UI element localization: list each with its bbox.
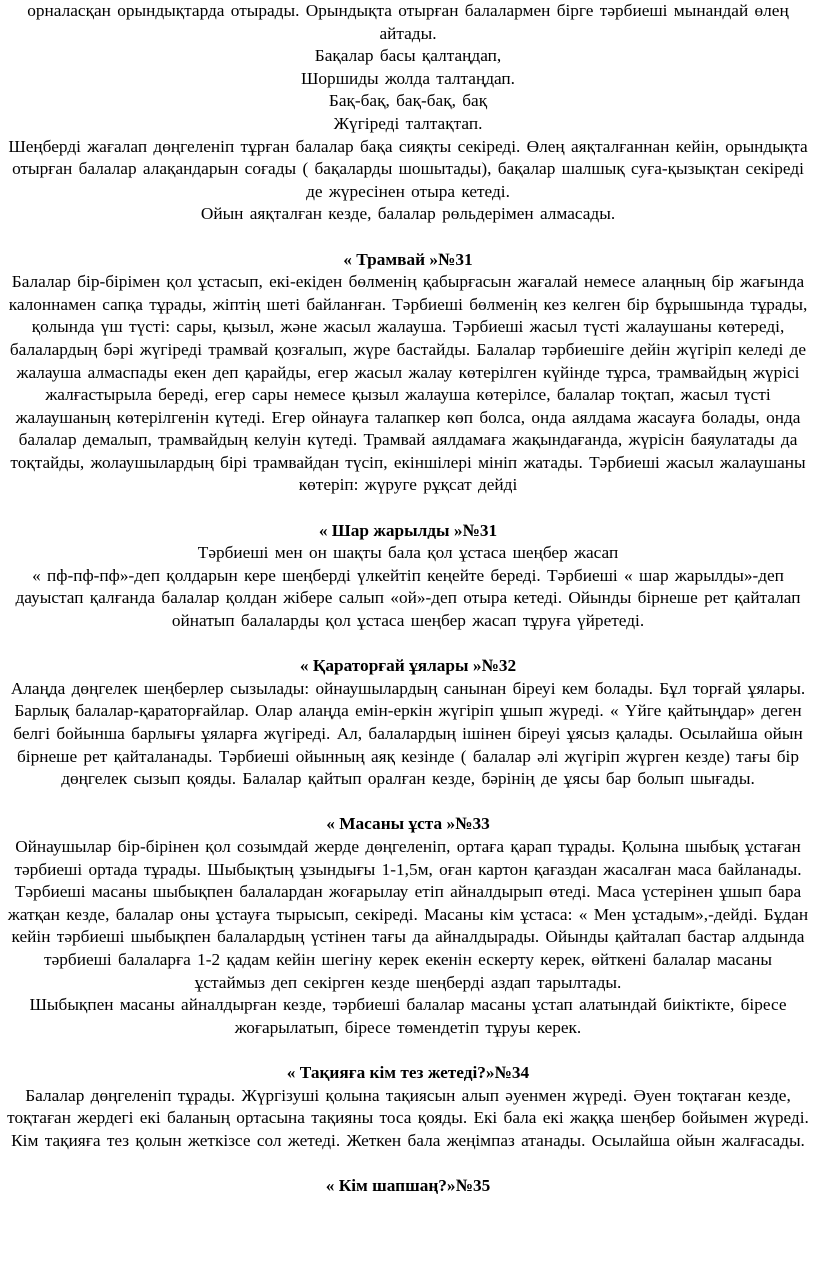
- paragraph: орналасқан орындықтарда отырады. Орындықта отырған балалармен бірге тәрбиеші мынандай өлең айтады.: [27, 1, 789, 43]
- paragraph: « пф-пф-пф»-деп қолдарын кере шеңберді үлкейтіп кеңейте береді. Тәрбиеші « шар жарылды»-деп дауыстап қалғанда балалар қолдан жібере салып «ой»-деп отыра кетеді. Ойынды бірнеше рет қайталап ойнатып балаларды қол ұстаса шеңбер жасап тұруға үйретеді.: [15, 565, 801, 631]
- paragraph: Шыбықпен масаны айналдырған кезде, тәрбиеші балалар масаны ұстап алатындай биіктікте, біресе жоғарылатып, біресе төмендетіп тұруы керек.: [29, 995, 787, 1037]
- blank-line: [0, 791, 816, 814]
- blank-line: [0, 226, 816, 249]
- game-heading: « Шар жарылды »№31: [318, 520, 498, 540]
- paragraph: Бақалар басы қалтаңдап,: [314, 46, 502, 66]
- paragraph: Бақ-бақ, бақ-бақ, бақ: [328, 91, 488, 111]
- game-heading: « Тақияға кім тез жетеді?»№34: [286, 1062, 530, 1082]
- blank-line: [0, 497, 816, 520]
- game-heading: « Масаны ұста »№33: [326, 814, 490, 834]
- paragraph: Шеңберді жағалап дөңгеленіп тұрған балалар бақа сияқты секіреді. Өлең аяқталғаннан кейін, орындықта отырған балалар алақандарын соғады ( бақаларды шошытады), бақалар шалшық суға-қызықтан секіреді де жүресінен отыра кетеді.: [8, 136, 808, 201]
- paragraph: Ойын аяқталған кезде, балалар рөльдерімен алмасады.: [200, 204, 616, 224]
- paragraph: Балалар дөңгеленіп тұрады. Жүргізуші қолына тақиясын алып әуенмен жүреді. Әуен тоқтаған кезде, тоқтаған жердегі екі баланың ортасына тақияны тоса қояды. Екі бала екі жаққа шеңбер бойымен жүреді. Кім тақияға тез қолын жеткізсе сол жетеді. Жеткен бала жеңімпаз атанады. Осылайша ойын жалғасады.: [7, 1085, 809, 1150]
- game-heading: « Қараторғай ұялары »№32: [299, 656, 517, 676]
- blank-line: [0, 1039, 816, 1062]
- paragraph: Тәрбиеші мен он шақты бала қол ұстаса шеңбер жасап: [197, 543, 619, 563]
- game-heading: « Кім шапшаң?»№35: [325, 1175, 491, 1195]
- game-heading: « Трамвай »№31: [343, 249, 473, 269]
- paragraph: Барлық балалар-қараторғайлар. Олар алаңда емін-еркін жүгіріп ұшып жүреді. « Үйге қайтыңдар» деген белгі бойынша барлығы ұяларға жүгіреді. Ал, балалардың ішінен біреуі ұясыз қалады. Осылайша ойын бірнеше рет қайталанады. Тәрбиеші ойынның аяқ кезінде ( балалар әлі жүгіріп жүрген кезде) тағы бір дөңгелек сызып қояды. Балалар қайтып оралған кезде, бәрінің де ұясы бар болып шығады.: [13, 701, 803, 789]
- paragraph: Алаңда дөңгелек шеңберлер сызылады: ойнаушылардың санынан біреуі кем болады. Бұл торғай ұялары.: [10, 678, 806, 698]
- paragraph: Шоршиды жолда талтаңдап.: [300, 68, 516, 88]
- paragraph: Ойнаушылар бір-бірінен қол созымдай жерде дөңгеленіп, ортаға қарап тұрады. Қолына шыбық ұстаған тәрбиеші ортада тұрады. Шыбықтың ұзындығы 1-1,5м, оған картон қағаздан жасалған маса байланады. Тәрбиеші масаны шыбықпен балалардан жоғарылау етіп айналдырып өтеді. Маса үстерінен ұшып бара жатқан кезде, балалар оны ұстауға тырысып, секіреді. Масаны кім ұстаса: « Мен ұстадым»,-дейді. Бұдан кейін тәрбиеші шыбықпен балалардың үстінен тағы да айналдырады. Ойынды қайталап бастар алдында тәрбиеші балаларға 1-2 қадам кейін шегіну керек екенін ескерту керек, өйткені балалар масаны ұстаймыз деп секірген кезде шеңберді аздап тарылтады.: [7, 836, 809, 992]
- blank-line: [0, 633, 816, 656]
- paragraph: Балалар бір-бірімен қол ұстасып, екі-екіден бөлменің қабырғасын жағалай немесе алаңның бір жағында калоннамен сапқа тұрады, жіптің шеті байланған. Тәрбиеші бөлменің кез келген бір бұрышында тұрады, қолында үш түсті: сары, қызыл, және жасыл жалауша. Тәрбиеші жасыл түсті жалаушаны көтереді, балалардың бәрі жүгіреді трамвай қозғалып, жүре бастайды. Балалар тәрбиешіге дейін жүгіріп келеді де жалауша алмаспады екен деп қарайды, егер жасыл жалау көтерілген күйінде тұрса, трамвайдың жүрісі жалғастырыла береді, егер сары немесе қызыл жалауша көтерілсе, балалар тоқтап, жасыл түсті жалаушаның көтерілгенін күтеді. Егер ойнауға талапкер көп болса, онда аялдама жасауға болады, онда балалар демалып, трамвайдың келуін күтеді. Трамвай аялдамаға жақындағанда, жүрісін баяулатады да тоқтайды, жолаушылардың бірі трамвайдан түсіп, екіншілері мініп жатады. Тәрбиеші жасыл жалаушаны көтеріп: жүруге рұқсат дейді: [8, 272, 808, 495]
- blank-line: [0, 1152, 816, 1175]
- paragraph: Жүгіреді талтақтап.: [333, 113, 483, 133]
